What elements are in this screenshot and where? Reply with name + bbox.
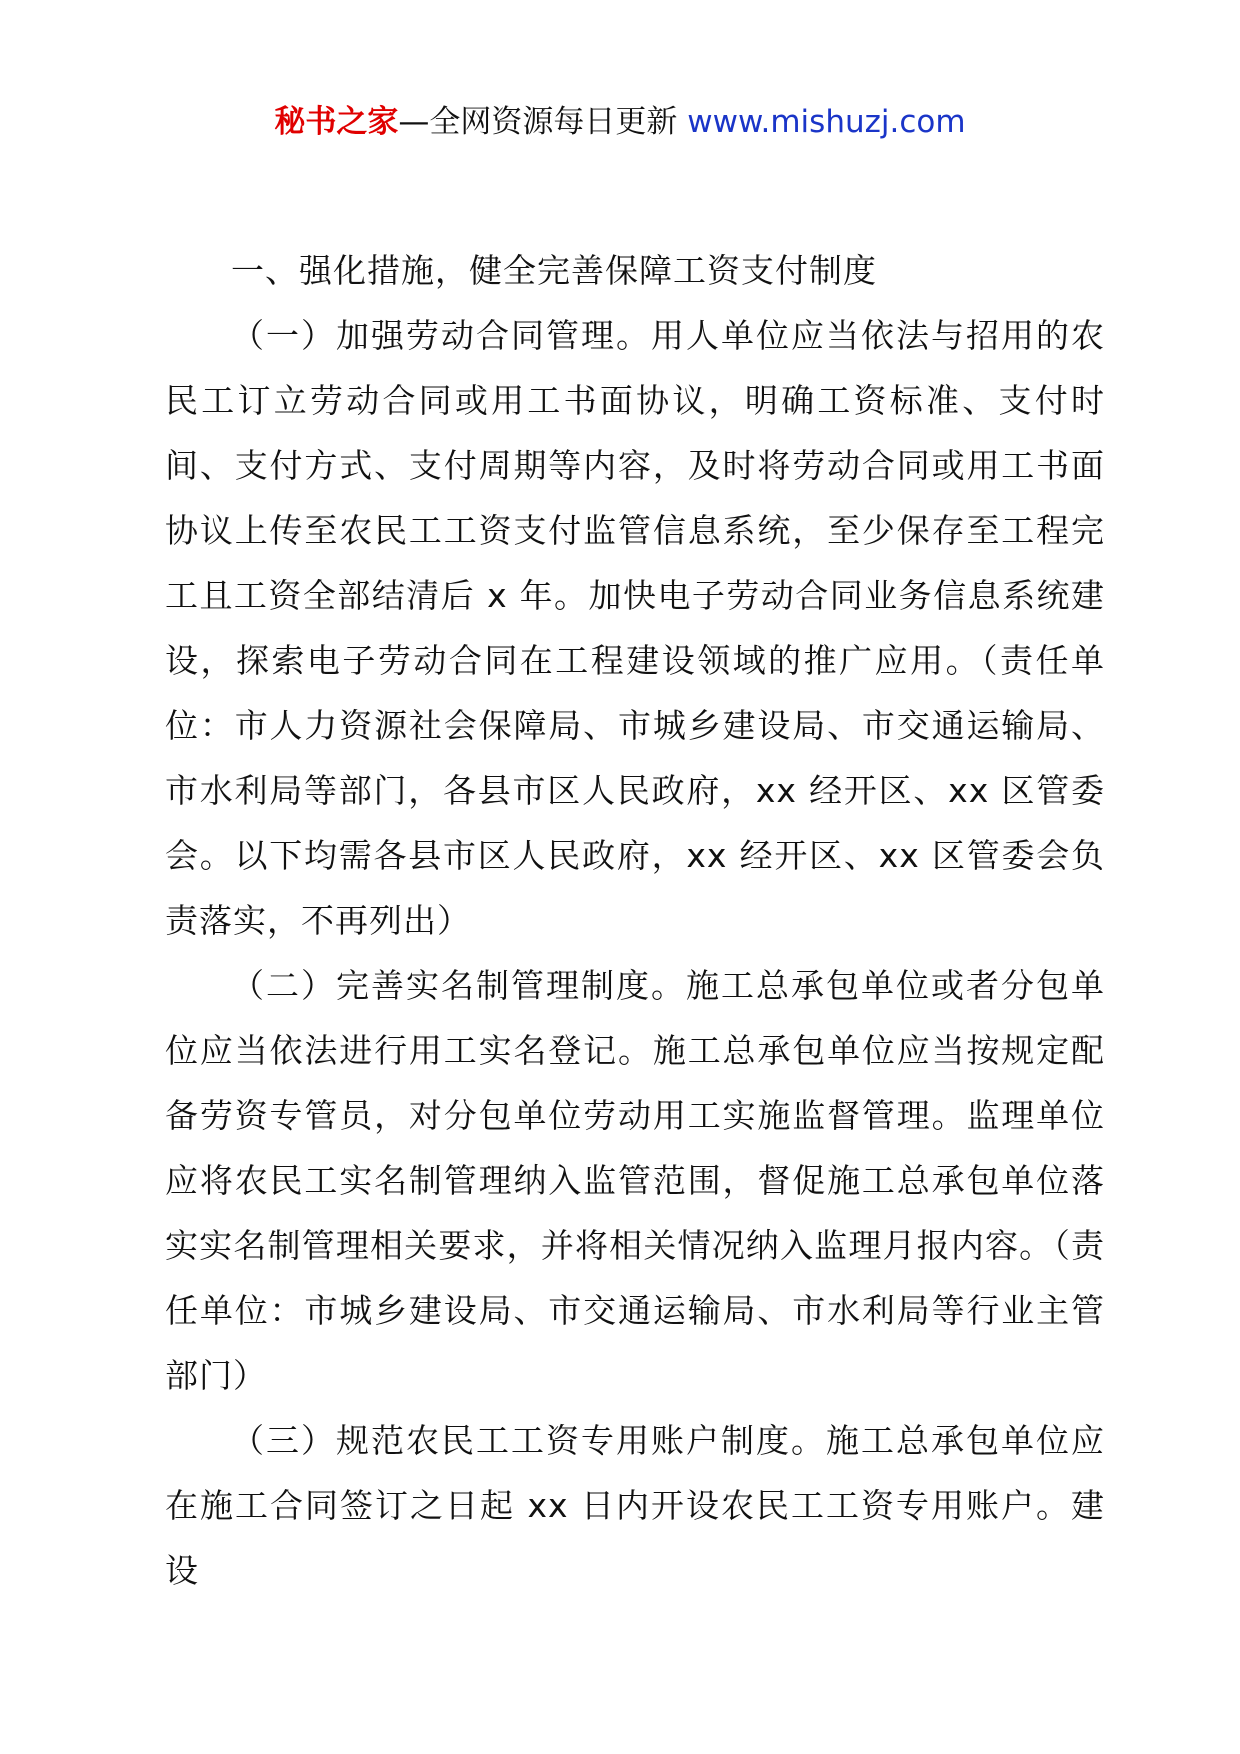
site-url-link[interactable]: www.mishuzj.com: [687, 104, 966, 140]
brand-name: 秘书之家: [274, 104, 399, 140]
header-slogan: —全网资源每日更新: [398, 104, 678, 140]
section-heading: 一、强化措施，健全完善保障工资支付制度: [231, 251, 877, 290]
site-header: [0, 100, 1240, 144]
document-body: [165, 238, 1105, 1603]
paragraph-wage-account: （三）规范农民工工资专用账户制度。施工总承包单位应在施工合同签订之日起 xx 日内开设农民工工资专用账户。建设: [165, 1421, 1105, 1590]
paragraph-real-name-system: （二）完善实名制管理制度。施工总承包单位或者分包单位应当依法进行用工实名登记。施工总承包单位应当按规定配备劳资专管员，对分包单位劳动用工实施监督管理。监理单位应将农民工实名制管理纳入监管范围，督促施工总承包单位落实实名制管理相关要求，并将相关情况纳入监理月报内容。（责任单位：市城乡建设局、市交通运输局、市水利局等行业主管部门）: [165, 966, 1105, 1395]
paragraph-labor-contract: （一）加强劳动合同管理。用人单位应当依法与招用的农民工订立劳动合同或用工书面协议，明确工资标准、支付时间、支付方式、支付周期等内容，及时将劳动合同或用工书面协议上传至农民工工资支付监管信息系统，至少保存至工程完工且工资全部结清后 x 年。加快电子劳动合同业务信息系统建设，探索电子劳动合同在工程建设领域的推广应用。（责任单位：市人力资源社会保障局、市城乡建设局、市交通运输局、市水利局等部门，各县市区人民政府，xx 经开区、xx 区管委会。以下均需各县市区人民政府，xx 经开区、xx 区管委会负责落实，不再列出）: [165, 316, 1105, 940]
